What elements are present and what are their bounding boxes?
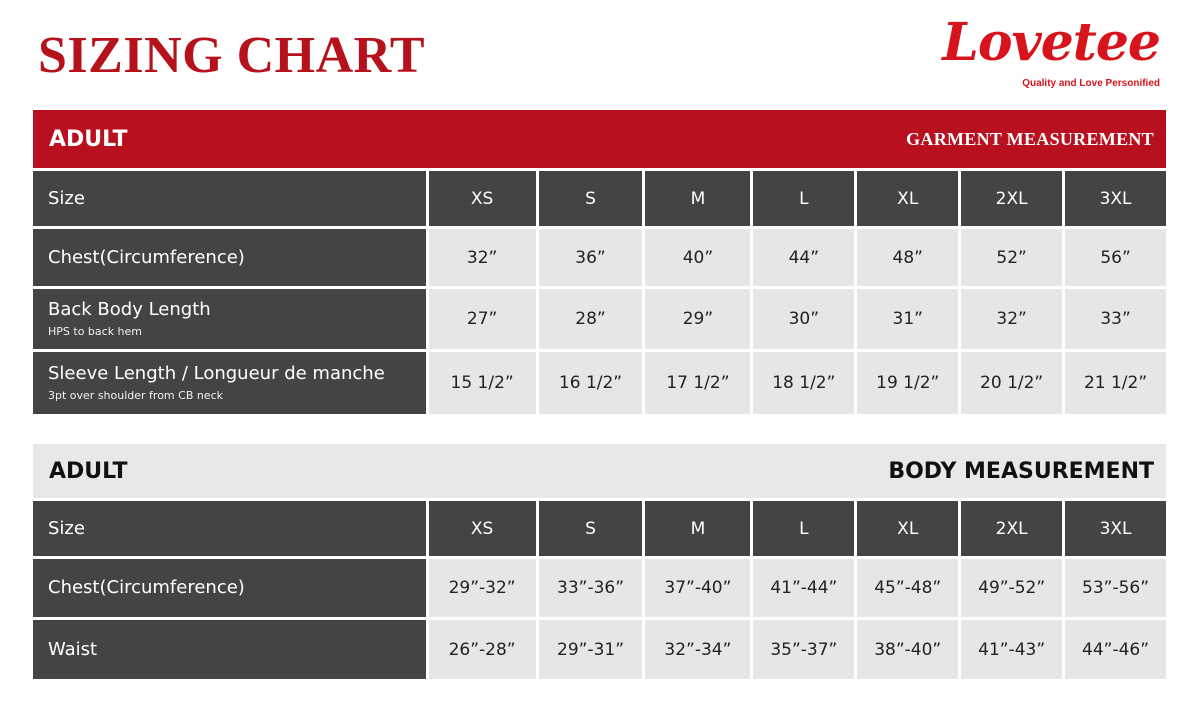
size-header-label: Size bbox=[33, 171, 426, 226]
size-header-cell: M bbox=[645, 501, 750, 556]
page-title: SIZING CHART bbox=[38, 27, 426, 84]
row-label: Back Body Length HPS to back hem bbox=[33, 289, 426, 349]
size-header-cell: XL bbox=[857, 171, 958, 226]
table-row bbox=[33, 289, 1166, 349]
measurement-cell: 30” bbox=[753, 289, 854, 349]
measurement-cell: 49”-52” bbox=[961, 559, 1062, 617]
garment-section-title: GARMENT MEASUREMENT bbox=[906, 128, 1154, 149]
row-label: Chest(Circumference) bbox=[33, 229, 426, 286]
measurement-cell: 27” bbox=[429, 289, 536, 349]
measurement-cell: 32” bbox=[961, 289, 1062, 349]
size-header-cell: 2XL bbox=[961, 501, 1062, 556]
measurement-cell: 41”-44” bbox=[753, 559, 854, 617]
row-label: Waist bbox=[33, 620, 426, 679]
measurement-cell: 38”-40” bbox=[857, 620, 958, 679]
measurement-cell: 44” bbox=[753, 229, 854, 286]
measurement-cell: 17 1/2” bbox=[645, 352, 750, 414]
garment-section-category: ADULT bbox=[49, 126, 128, 152]
table-row bbox=[33, 559, 1166, 617]
measurement-cell: 37”-40” bbox=[645, 559, 750, 617]
measurement-cell: 44”-46” bbox=[1065, 620, 1166, 679]
size-header-cell: 2XL bbox=[961, 171, 1062, 226]
size-header-cell: 3XL bbox=[1065, 501, 1166, 556]
size-header-cell: L bbox=[753, 171, 854, 226]
size-header-cell: 3XL bbox=[1065, 171, 1166, 226]
size-header-cell: XS bbox=[429, 171, 536, 226]
measurement-cell: 40” bbox=[645, 229, 750, 286]
measurement-cell: 48” bbox=[857, 229, 958, 286]
measurement-cell: 33” bbox=[1065, 289, 1166, 349]
measurement-cell: 29”-31” bbox=[539, 620, 643, 679]
garment-size-header-row bbox=[33, 171, 1166, 226]
measurement-cell: 53”-56” bbox=[1065, 559, 1166, 617]
row-sublabel: 3pt over shoulder from CB neck bbox=[48, 389, 224, 402]
measurement-cell: 36” bbox=[539, 229, 643, 286]
row-label: Sleeve Length / Longueur de manche 3pt over shoulder from CB neck bbox=[33, 352, 426, 414]
measurement-cell: 33”-36” bbox=[539, 559, 643, 617]
body-size-header-row bbox=[33, 501, 1166, 556]
row-sublabel: HPS to back hem bbox=[48, 325, 143, 338]
brand-logo bbox=[920, 14, 1160, 94]
body-section-category: ADULT bbox=[49, 458, 128, 484]
table-row bbox=[33, 229, 1166, 286]
table-row bbox=[33, 620, 1166, 679]
measurement-cell: 15 1/2” bbox=[429, 352, 536, 414]
row-label: Chest(Circumference) bbox=[33, 559, 426, 617]
measurement-cell: 56” bbox=[1065, 229, 1166, 286]
size-header-cell: XS bbox=[429, 501, 536, 556]
body-section-title: BODY MEASUREMENT bbox=[888, 458, 1154, 484]
measurement-cell: 32” bbox=[429, 229, 536, 286]
size-header-cell: S bbox=[539, 501, 643, 556]
measurement-cell: 35”-37” bbox=[753, 620, 854, 679]
size-header-cell: L bbox=[753, 501, 854, 556]
table-row bbox=[33, 352, 1166, 414]
measurement-cell: 32”-34” bbox=[645, 620, 750, 679]
garment-section-header bbox=[33, 110, 1166, 168]
measurement-cell: 29” bbox=[645, 289, 750, 349]
measurement-cell: 45”-48” bbox=[857, 559, 958, 617]
measurement-cell: 16 1/2” bbox=[539, 352, 643, 414]
size-header-label: Size bbox=[33, 501, 426, 556]
measurement-cell: 18 1/2” bbox=[753, 352, 854, 414]
measurement-cell: 19 1/2” bbox=[857, 352, 958, 414]
size-header-cell: XL bbox=[857, 501, 958, 556]
measurement-cell: 29”-32” bbox=[429, 559, 536, 617]
body-measurement-table bbox=[33, 444, 1166, 679]
measurement-cell: 28” bbox=[539, 289, 643, 349]
measurement-cell: 41”-43” bbox=[961, 620, 1062, 679]
garment-measurement-table bbox=[33, 110, 1166, 414]
measurement-cell: 31” bbox=[857, 289, 958, 349]
body-section-header bbox=[33, 444, 1166, 498]
measurement-cell: 21 1/2” bbox=[1065, 352, 1166, 414]
size-header-cell: M bbox=[645, 171, 750, 226]
measurement-cell: 20 1/2” bbox=[961, 352, 1062, 414]
logo-wordmark: Lovetee bbox=[942, 12, 1160, 73]
measurement-cell: 52” bbox=[961, 229, 1062, 286]
size-header-cell: S bbox=[539, 171, 643, 226]
measurement-cell: 26”-28” bbox=[429, 620, 536, 679]
logo-tagline: Quality and Love Personified bbox=[1022, 78, 1160, 89]
